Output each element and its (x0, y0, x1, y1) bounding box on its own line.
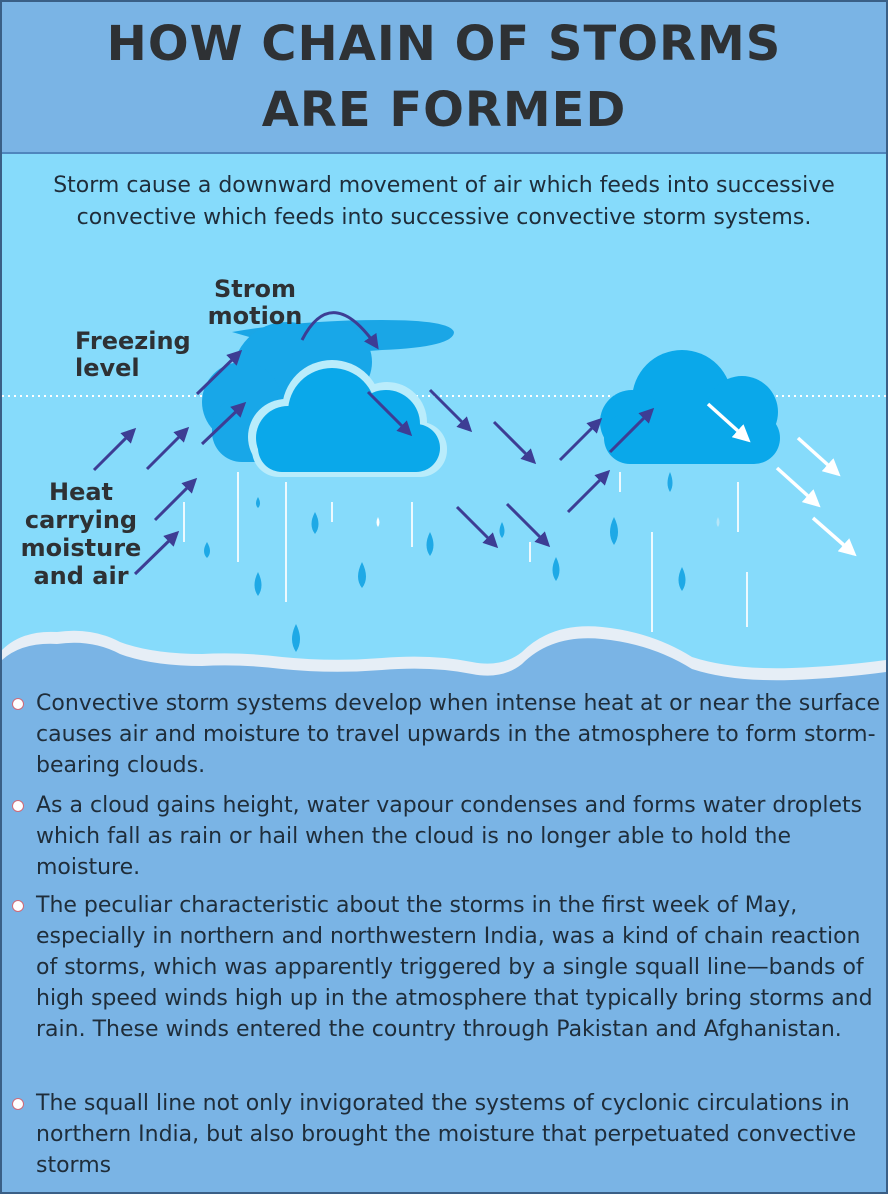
bullet-dot (12, 698, 24, 710)
label-freezing-level: Freezing level (75, 327, 191, 382)
bullet-text: The squall line not only invigorated the systems of cyclonic circulations in northern India, but also brought the moisture that perpetuated convective storms (36, 1091, 857, 1178)
bullet-item (36, 890, 882, 1045)
raindrops (204, 472, 720, 652)
bullet-text: As a cloud gains height, water vapour condenses and forms water droplets which fall as rain or hail when the cloud is no longer able to hold the moisture. (36, 793, 863, 880)
bullet-item (36, 688, 882, 781)
storm-cloud-second (600, 350, 780, 464)
bullet-item (36, 790, 882, 883)
bullet-text: The peculiar characteristic about the storms in the first week of May, especially in northern and northwestern India, was a kind of chain reaction of storms, which was apparently triggered by a single squall line—bands of high speed winds high up in the atmosphere that typically bring storms and rain. These winds entered the country through Pakistan and Afghanistan. (36, 893, 873, 1042)
rain-streaks (184, 472, 747, 632)
label-storm-motion: Strom motion (207, 275, 303, 330)
intro-text: Storm cause a downward movement of air which feeds into successive convective which feeds into successive convective storm systems. (53, 173, 835, 230)
bullet-dot (12, 900, 24, 912)
title-line-2: ARE FORMED (261, 82, 627, 138)
title-line-1: HOW CHAIN OF STORMS (106, 16, 782, 72)
label-heat-moisture: Heat carrying moisture and air (20, 478, 142, 590)
bullet-dot (12, 800, 24, 812)
bullet-text: Convective storm systems develop when intense heat at or near the surface causes air and moisture to travel upwards in the atmosphere to form storm-bearing clouds. (36, 691, 881, 778)
bullet-item (36, 1088, 882, 1181)
bullet-dot (12, 1098, 24, 1110)
